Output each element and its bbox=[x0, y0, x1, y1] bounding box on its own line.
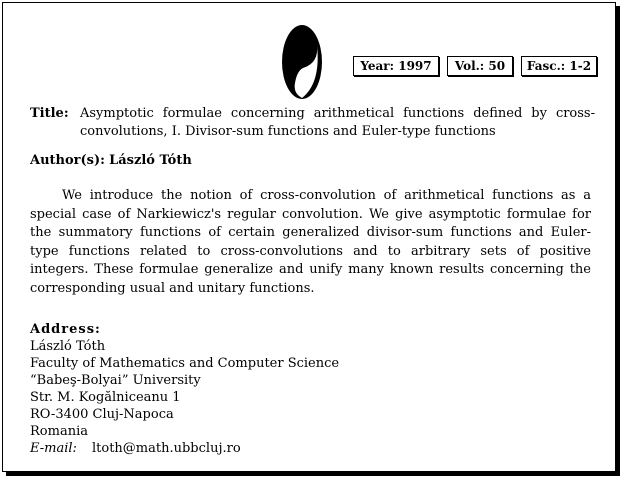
email-address[interactable]: ltoth@math.ubbcluj.ro bbox=[92, 441, 241, 456]
address-block bbox=[30, 321, 339, 457]
year-badge: Year: 1997 bbox=[353, 56, 439, 76]
abstract: We introduce the notion of cross-convolution of arithmetical functions as a special case of Narkiewicz's regular convolution. We give asymptotic formulae for the summatory functions of certain generalized divisor-sum functions and Euler-type functions related to cross-convolutions and to arbitrary sets of positive integers. These formulae generalize and unify many known results concerning the corresponding usual and unitary functions. bbox=[30, 188, 591, 296]
email-line bbox=[30, 440, 339, 457]
journal-logo-icon bbox=[281, 23, 323, 101]
address-line: Faculty of Mathematics and Computer Science bbox=[30, 356, 340, 371]
paper-title: Asymptotic formulae concerning arithmetical functions defined by cross-convolutions, I. Divisor-sum functions and Euler-type functions bbox=[80, 106, 595, 139]
address-heading: Address: bbox=[30, 322, 101, 337]
address-line: Romania bbox=[30, 424, 88, 439]
volume-badge: Vol.: 50 bbox=[447, 56, 513, 76]
title-label: Title: bbox=[30, 106, 69, 121]
address-line: RO-3400 Cluj-Napoca bbox=[30, 407, 174, 422]
issue-info bbox=[353, 56, 598, 76]
author-section bbox=[30, 152, 192, 170]
email-label: E-mail: bbox=[30, 441, 77, 456]
author-names: László Tóth bbox=[109, 153, 192, 168]
fascicle-badge: Fasc.: 1-2 bbox=[521, 56, 597, 76]
address-line: “Babeş-Bolyai” University bbox=[30, 373, 201, 388]
address-line: Str. M. Kogălniceanu 1 bbox=[30, 390, 181, 405]
author-label: Author(s): bbox=[30, 153, 105, 168]
document-frame bbox=[2, 2, 616, 472]
address-line: László Tóth bbox=[30, 339, 106, 354]
